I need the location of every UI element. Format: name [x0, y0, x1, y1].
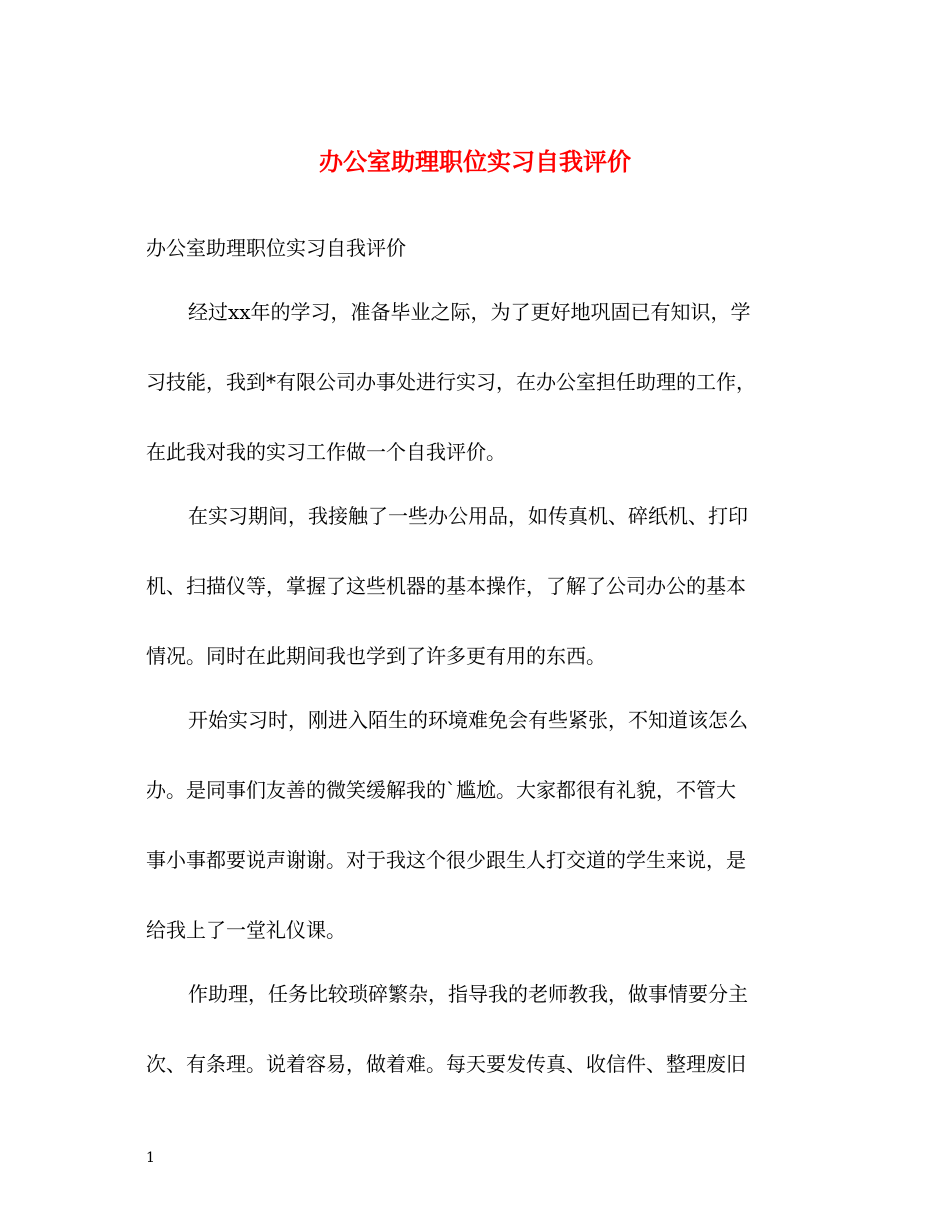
paragraph-2-line-3: 情况。同时在此期间我也学到了许多更有用的东西。 [146, 644, 606, 668]
paragraph-3-line-4: 给我上了一堂礼仪课。 [146, 918, 346, 942]
document-title: 办公室助理职位实习自我评价 [319, 147, 631, 176]
paragraph-3-line-3: 事小事都要说声谢谢。对于我这个很少跟生人打交道的学生来说，是 [146, 848, 746, 872]
paragraph-3-line-1: 开始实习时，刚进入陌生的环境难免会有些紧张，不知道该怎么 [188, 708, 748, 732]
paragraph-1-line-3: 在此我对我的实习工作做一个自我评价。 [146, 440, 506, 464]
paragraph-3-line-2: 办。是同事们友善的微笑缓解我的`尴尬。大家都很有礼貌，不管大 [146, 778, 736, 802]
paragraph-4-line-1: 作助理，任务比较琐碎繁杂，指导我的老师教我，做事情要分主 [188, 982, 748, 1006]
paragraph-2-line-1: 在实习期间，我接触了一些办公用品，如传真机、碎纸机、打印 [188, 504, 748, 528]
paragraph-1-line-2: 习技能，我到*有限公司办事处进行实习，在办公室担任助理的工作， [146, 370, 756, 394]
paragraph-2-line-2: 机、扫描仪等，掌握了这些机器的基本操作，了解了公司办公的基本 [146, 574, 746, 598]
paragraph-1-line-1: 经过xx年的学习，准备毕业之际，为了更好地巩固已有知识，学 [188, 300, 751, 324]
document-subtitle: 办公室助理职位实习自我评价 [146, 236, 406, 260]
page-number: 1 [146, 1150, 155, 1166]
paragraph-4-line-2: 次、有条理。说着容易，做着难。每天要发传真、收信件、整理废旧 [146, 1052, 746, 1076]
